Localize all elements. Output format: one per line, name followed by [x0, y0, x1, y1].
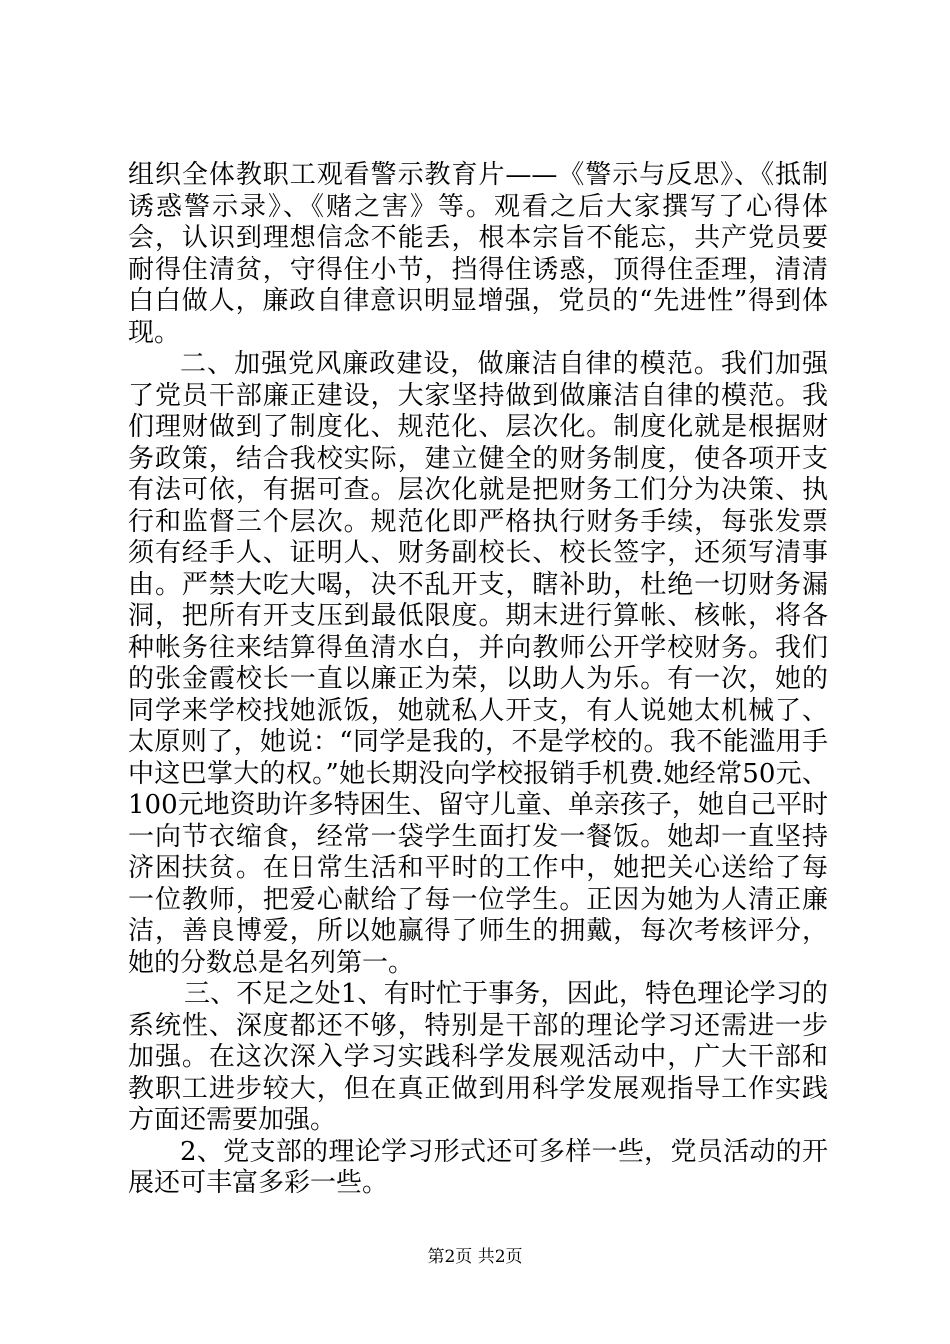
paragraph-continuation: 组织全体教职工观看警示教育片——《警示与反思》、《抵制诱惑警示录》、《赌之害》等。观看之后大家撰写了心得体会，认识到理想信念不能丢，根本宗旨不能忘，共产党员要耐得住清贫，守得住小节，挡得住诱惑，顶得住歪理，清清白白做人，廉政自律意识明显增强，党员的“先进性”得到体现。	[128, 160, 828, 348]
document-body	[128, 160, 828, 1200]
paragraph-section-three: 三、不足之处1、有时忙于事务，因此，特色理论学习的系统性、深度都还不够，特别是干部的理论学习还需进一步加强。在这次深入学习实践科学发展观活动中，广大干部和教职工进步较大，但在真正做到用科学发展观指导工作实践方面还需要加强。	[128, 979, 828, 1135]
page-footer: 第2页 共2页	[427, 1247, 523, 1267]
paragraph-point-two: 2、党支部的理论学习形式还可多样一些，党员活动的开展还可丰富多彩一些。	[128, 1136, 828, 1198]
paragraph-section-two: 二、加强党风廉政建设，做廉洁自律的模范。我们加强了党员干部廉正建设，大家坚持做到做廉洁自律的模范。我们理财做到了制度化、规范化、层次化。制度化就是根据财务政策，结合我校实际，建立健全的财务制度，使各项开支有法可依，有据可查。层次化就是把财务工们分为决策、执行和监督三个层次。规范化即严格执行财务手续，每张发票须有经手人、证明人、财务副校长、校长签字，还须写清事由。严禁大吃大喝，决不乱开支，瞎补助，杜绝一切财务漏洞，把所有开支压到最低限度。期末进行算帐、核帐，将各种帐务往来结算得鱼清水白，并向教师公开学校财务。我们的张金霞校长一直以廉正为荣，以助人为乐。有一次，她的同学来学校找她派饭，她就私人开支，有人说她太机械了、太原则了，她说：“同学是我的，不是学校的。我不能滥用手中这巴掌大的权。”她长期没向学校报销手机费.她经常50元、100元地资助许多特困生、留守儿童、单亲孩子，她自己平时一向节衣缩食，经常一袋学生面打发一餐饭。她却一直坚持济困扶贫。在日常生活和平时的工作中，她把关心送给了每一位教师，把爱心献给了每一位学生。正因为她为人清正廉洁，善良博爱，所以她赢得了师生的拥戴，每次考核评分，她的分数总是名列第一。	[128, 349, 828, 978]
